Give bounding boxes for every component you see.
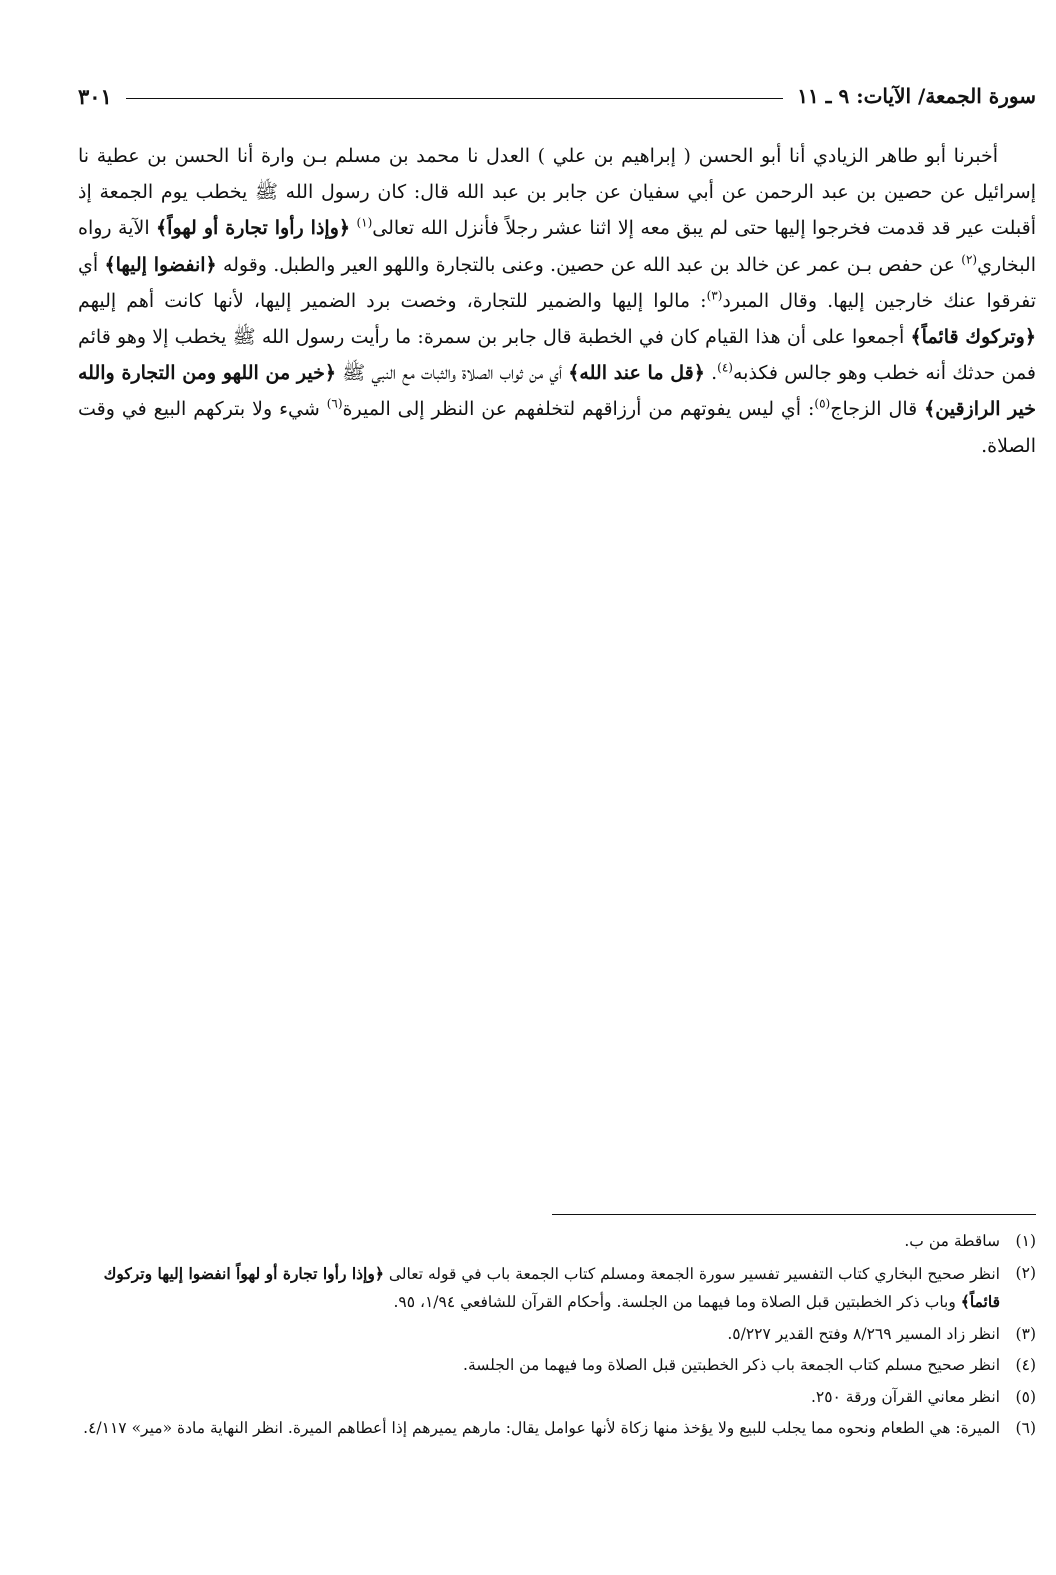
quran-quote: ﴿انفضوا إليها﴾: [104, 253, 217, 276]
header-rule: [126, 98, 783, 99]
quran-quote: ﴿وإذا رأوا تجارة أو لهواً﴾: [156, 217, 351, 240]
footnote: [78, 1321, 1036, 1349]
body-text-segment: الآية رواه البخاري: [78, 217, 1036, 276]
surah-title: سورة الجمعة/ الآيات: ٩ ـ ١١: [797, 84, 1036, 108]
footnote-text: انظر زاد المسير ٨/٢٦٩ وفتح القدير ٥/٢٢٧.: [727, 1324, 1000, 1343]
main-text: [78, 138, 1036, 464]
footnote-marker: (٦): [326, 397, 343, 412]
footnote-text: وباب ذكر الخطبتين قبل الصلاة وما فيهما من الجلسة. وأحكام القرآن للشافعي ١/٩٤، ٩٥.: [393, 1293, 956, 1311]
footnote-number: (٥): [1015, 1387, 1036, 1406]
footnote-marker: (٥): [814, 397, 831, 412]
footnote: [78, 1228, 1036, 1256]
body-text-segment: .: [711, 362, 718, 385]
footnote: [78, 1415, 1036, 1443]
footnote: [78, 1384, 1036, 1412]
footnote-number: (٦): [1015, 1419, 1036, 1437]
body-text-segment: قال الزجاج: [830, 398, 918, 421]
footnote: [78, 1352, 1036, 1380]
footnote-number: (٣): [1015, 1324, 1036, 1343]
footnote-marker: (١): [356, 216, 373, 231]
footnote-marker: (٣): [706, 288, 723, 303]
quran-quote: ﴿خير من اللهو ومن التجارة والله خير الرازقين﴾: [78, 362, 1037, 421]
body-text-segment: : أي ليس يفوتهم من أرزاقهم لتخلفهم عن النظر إلى الميرة: [342, 398, 815, 421]
quran-quote: ﴿وتركوك قائماً﴾: [910, 326, 1036, 349]
quran-quote: ﴿قل ما عند الله﴾: [568, 362, 705, 385]
footnote-number: (١): [1015, 1232, 1036, 1250]
quran-quote: ﴿وإذا رأوا تجارة أو لهواً انفضوا إليها وتركوك قائماً﴾: [103, 1263, 1000, 1311]
body-text-segment: عن حفص بـن عمر عن خالد بن عبد الله عن حصين. وعنى بالتجارة واللهو العير والطبل. وقوله: [222, 253, 955, 276]
body-text-segment: شيء ولا بتركهم البيع في وقت الصلاة.: [78, 398, 1036, 457]
footnote-text: انظر معاني القرآن ورقة ٢٥٠.: [810, 1387, 1000, 1406]
page-number: ٣٠١: [78, 83, 112, 109]
body-text-segment: أي تفرقوا عنك خارجين إليها. وقال المبرد: [78, 253, 1037, 312]
body-paragraph: [78, 138, 1036, 464]
footnote-marker: (٤): [717, 360, 733, 375]
footnote-text: انظر صحيح البخاري كتاب التفسير تفسير سورة الجمعة ومسلم كتاب الجمعة باب في قوله تعالى: [388, 1264, 1000, 1283]
footnote-separator: [552, 1214, 1036, 1215]
footnote-marker: (٢): [961, 252, 978, 267]
footnote: [78, 1260, 1036, 1317]
footnote-text: الميرة: هي الطعام ونحوه مما يجلب للبيع ولا يؤخذ منها زكاة لأنها عوامل يقال: مارهم يميرهم إذا أعطاهم الميرة. انظر النهاية مادة «مير» ٤/١١٧.: [83, 1419, 1000, 1437]
body-text-segment: : مالوا إليها والضمير للتجارة، وخصت برد الضمير إليها، لأنها كانت أهم إليهم: [78, 289, 707, 312]
running-header: [78, 76, 1036, 116]
body-text-segment: أجمعوا على أن هذا القيام كان في الخطبة قال جابر بن سمرة: ما رأيت رسول الله ﷺ يخطب إلا وهو قائم فمن حدثك أنه خطب وهو جالس فكذبه: [78, 326, 1037, 385]
body-text-segment: أخبرنا أبو طاهر الزيادي أنا أبو الحسن ( إبراهيم بن علي ) العدل نا محمد بن مسلم بـن وارة أنا الحسن بن عطية نا إسرائيل عن حصين بن عبد الرحمن عن أبي سفيان عن جابر بن عبد الله قال: كان رسول الله ﷺ يخطب يوم الجمعة إذ أقبلت عير قد قدمت فخرجوا إليها حتى لم يبق معه إلا اثنا عشر رجلاً فأنزل الله تعالى: [78, 145, 1036, 240]
footnote-text: انظر صحيح مسلم كتاب الجمعة باب ذكر الخطبتين قبل الصلاة وما فيهما من الجلسة.: [463, 1356, 1000, 1374]
body-text-segment: أي من ثواب الصلاة والثبات مع النبي ﷺ: [342, 362, 563, 385]
footnote-number: (٤): [1015, 1356, 1036, 1374]
footnote-text: ساقطة من ب.: [904, 1232, 1000, 1250]
footnotes: [78, 1228, 1036, 1443]
footnote-number: (٢): [1015, 1263, 1036, 1282]
